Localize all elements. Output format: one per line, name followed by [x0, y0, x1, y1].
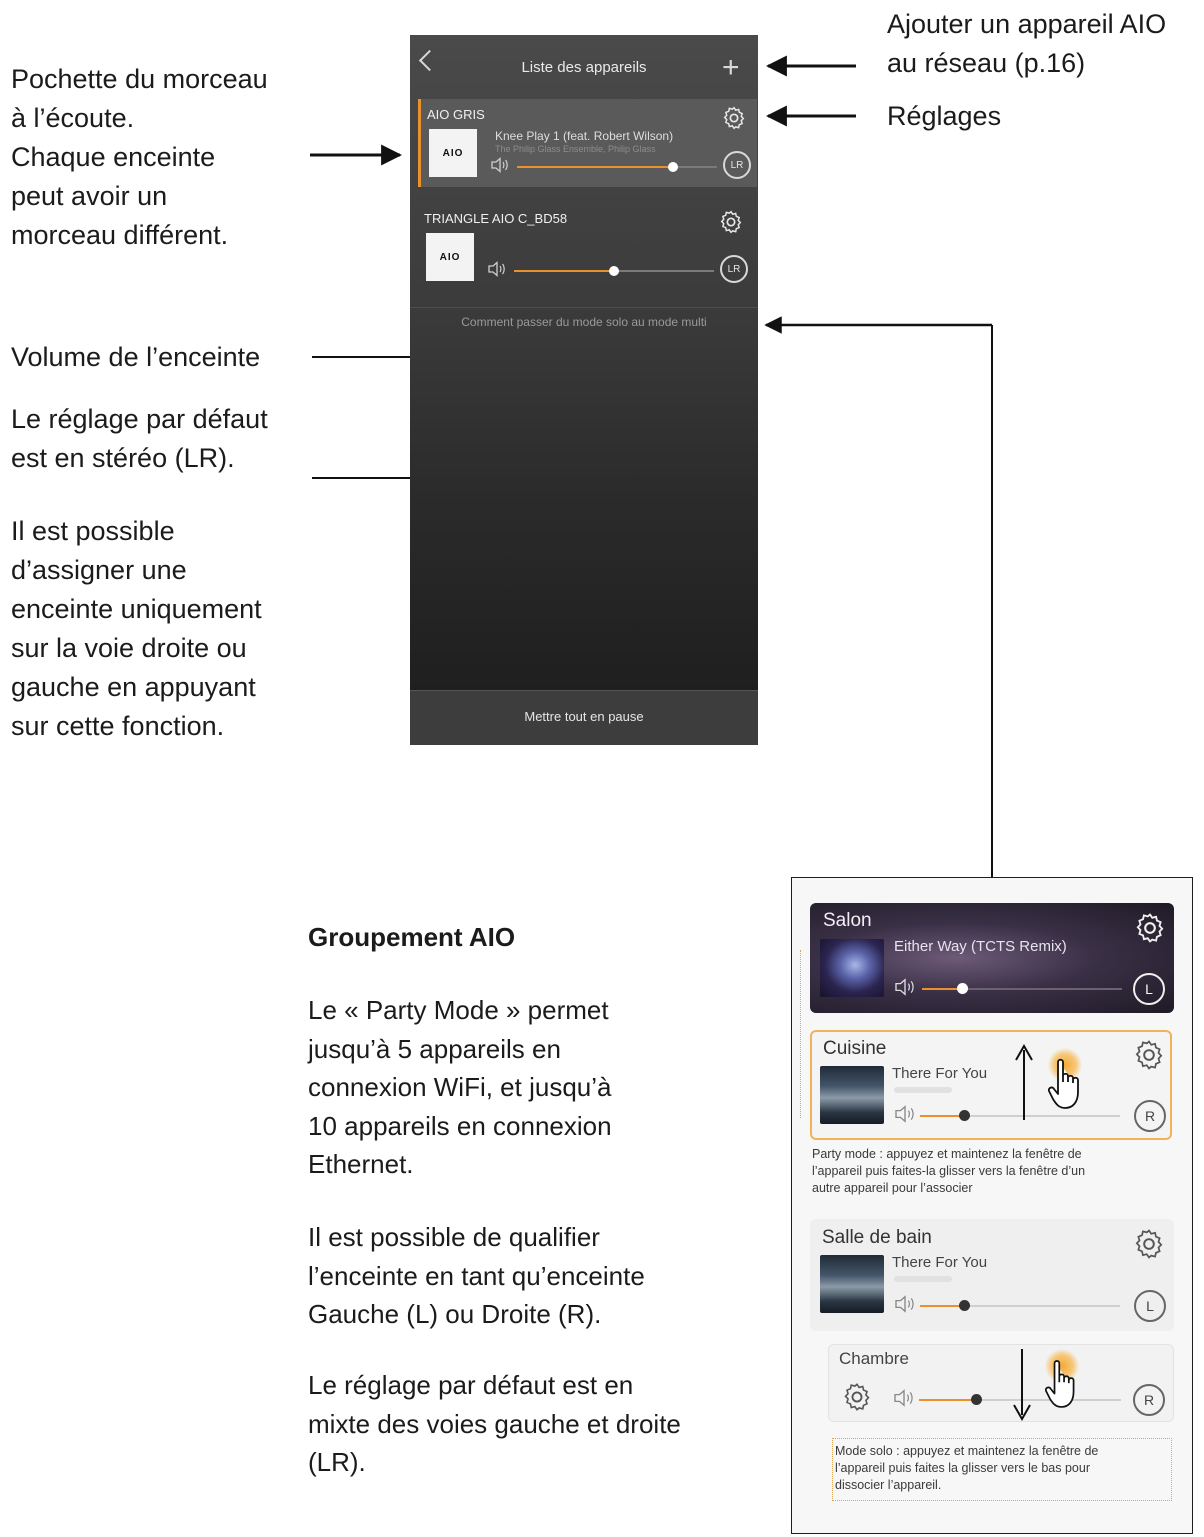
track-artist-placeholder — [894, 1276, 952, 1282]
device-name: AIO GRIS — [427, 107, 485, 122]
device-tile-cuisine[interactable] — [810, 1030, 1172, 1140]
device-tile-salle-de-bain[interactable] — [810, 1219, 1174, 1331]
annotation-volume: Volume de l’enceinte — [11, 342, 261, 372]
screen-title: Liste des appareils — [521, 59, 647, 76]
volume-knob[interactable] — [668, 162, 678, 172]
party-mode-screen — [791, 877, 1193, 1534]
album-artwork — [820, 939, 884, 997]
annotation-assign: Il est possible d’assigner une enceinte uniquement sur la voie droite ou gauche en appuyant sur cette fonction. — [11, 516, 262, 741]
channel-button[interactable]: L — [1133, 973, 1165, 1005]
volume-slider[interactable] — [922, 988, 1122, 990]
annotation-settings: Réglages — [887, 101, 1002, 131]
grouping-paragraph-3: Le réglage par défaut est en mixte des voies gauche et droite (LR). — [308, 1370, 681, 1477]
solo-multi-help-link[interactable]: Comment passer du mode solo au mode multi — [461, 315, 707, 329]
speaker-icon — [894, 1105, 916, 1123]
device-tile-salon[interactable] — [810, 903, 1174, 1013]
gear-icon[interactable] — [1132, 1227, 1166, 1261]
gear-icon[interactable] — [1133, 911, 1167, 945]
volume-knob[interactable] — [957, 983, 968, 994]
volume-knob[interactable] — [971, 1394, 982, 1405]
speaker-icon — [491, 157, 509, 173]
device-name: Salle de bain — [822, 1227, 932, 1248]
volume-slider[interactable] — [920, 1305, 1120, 1307]
volume-slider[interactable] — [517, 166, 717, 168]
annotation-cover: Pochette du morceau à l’écoute. Chaque enceinte peut avoir un morceau différent. — [11, 64, 268, 250]
solo-mode-help: Mode solo : appuyez et maintenez la fenêtre de l’appareil puis faites la glisser vers le bas pour dissocier l’appareil. — [832, 1438, 1172, 1501]
album-artwork: AIO — [429, 129, 477, 177]
album-artwork: AIO — [426, 233, 474, 281]
gear-icon[interactable] — [841, 1381, 873, 1413]
channel-button[interactable]: L — [1134, 1290, 1166, 1322]
speaker-icon — [893, 1389, 915, 1407]
track-title: There For You — [892, 1065, 988, 1082]
album-artwork — [820, 1066, 884, 1124]
gear-icon[interactable] — [718, 209, 744, 235]
device-list-screen — [410, 35, 758, 745]
pause-all-button[interactable]: Mettre tout en pause — [410, 690, 758, 745]
channel-button[interactable]: R — [1133, 1384, 1165, 1416]
channel-button[interactable]: R — [1134, 1100, 1166, 1132]
volume-knob[interactable] — [609, 266, 619, 276]
volume-knob[interactable] — [959, 1110, 970, 1121]
gear-icon[interactable] — [1132, 1038, 1166, 1072]
hand-pointer-icon — [1048, 1058, 1090, 1114]
grouping-paragraph-2: Il est possible de qualifier l’enceinte en tant qu’enceinte Gauche (L) ou Droite (R). — [308, 1222, 645, 1329]
track-artist: The Philip Glass Ensemble, Philip Glass — [495, 144, 656, 154]
channel-button[interactable]: LR — [723, 151, 751, 179]
hand-pointer-icon — [1045, 1359, 1085, 1413]
channel-button[interactable]: LR — [720, 255, 748, 283]
gear-icon[interactable] — [721, 105, 747, 131]
album-artwork — [820, 1255, 884, 1313]
volume-slider[interactable] — [514, 270, 714, 272]
annotation-stereo: Le réglage par défaut est en stéréo (LR). — [11, 404, 268, 473]
device-name: Cuisine — [823, 1038, 887, 1059]
drag-down-arrow-icon — [1012, 1347, 1032, 1421]
annotation-add: Ajouter un appareil AIO au réseau (p.16) — [887, 9, 1167, 78]
party-mode-help: Party mode : appuyez et maintenez la fenêtre de l’appareil puis faites-la glisser vers la fenêtre d’un autre appareil pour l’associer — [812, 1147, 1086, 1195]
volume-knob[interactable] — [959, 1300, 970, 1311]
divider — [410, 307, 758, 308]
track-title: Knee Play 1 (feat. Robert Wilson) — [495, 129, 674, 143]
track-title: Either Way (TCTS Remix) — [894, 938, 1067, 955]
device-card-aio-gris[interactable] — [418, 99, 757, 187]
track-title: There For You — [892, 1254, 988, 1271]
device-tile-chambre[interactable] — [828, 1344, 1174, 1422]
device-card-triangle-aio[interactable] — [418, 203, 754, 291]
track-artist-placeholder — [894, 1087, 952, 1093]
speaker-icon — [894, 1295, 916, 1313]
device-name: Chambre — [839, 1349, 909, 1368]
device-name: TRIANGLE AIO C_BD58 — [424, 211, 568, 226]
add-device-button[interactable]: + — [722, 51, 740, 84]
device-name: Salon — [823, 910, 872, 931]
grouping-title: Groupement AIO — [308, 922, 516, 952]
speaker-icon — [488, 261, 506, 277]
grouping-paragraph-1: Le « Party Mode » permet jusqu’à 5 appareils en connexion WiFi, et jusqu’à 10 appareils en connexion Ethernet. — [308, 995, 612, 1179]
drag-up-arrow-icon — [1014, 1044, 1034, 1122]
speaker-icon — [894, 978, 916, 996]
